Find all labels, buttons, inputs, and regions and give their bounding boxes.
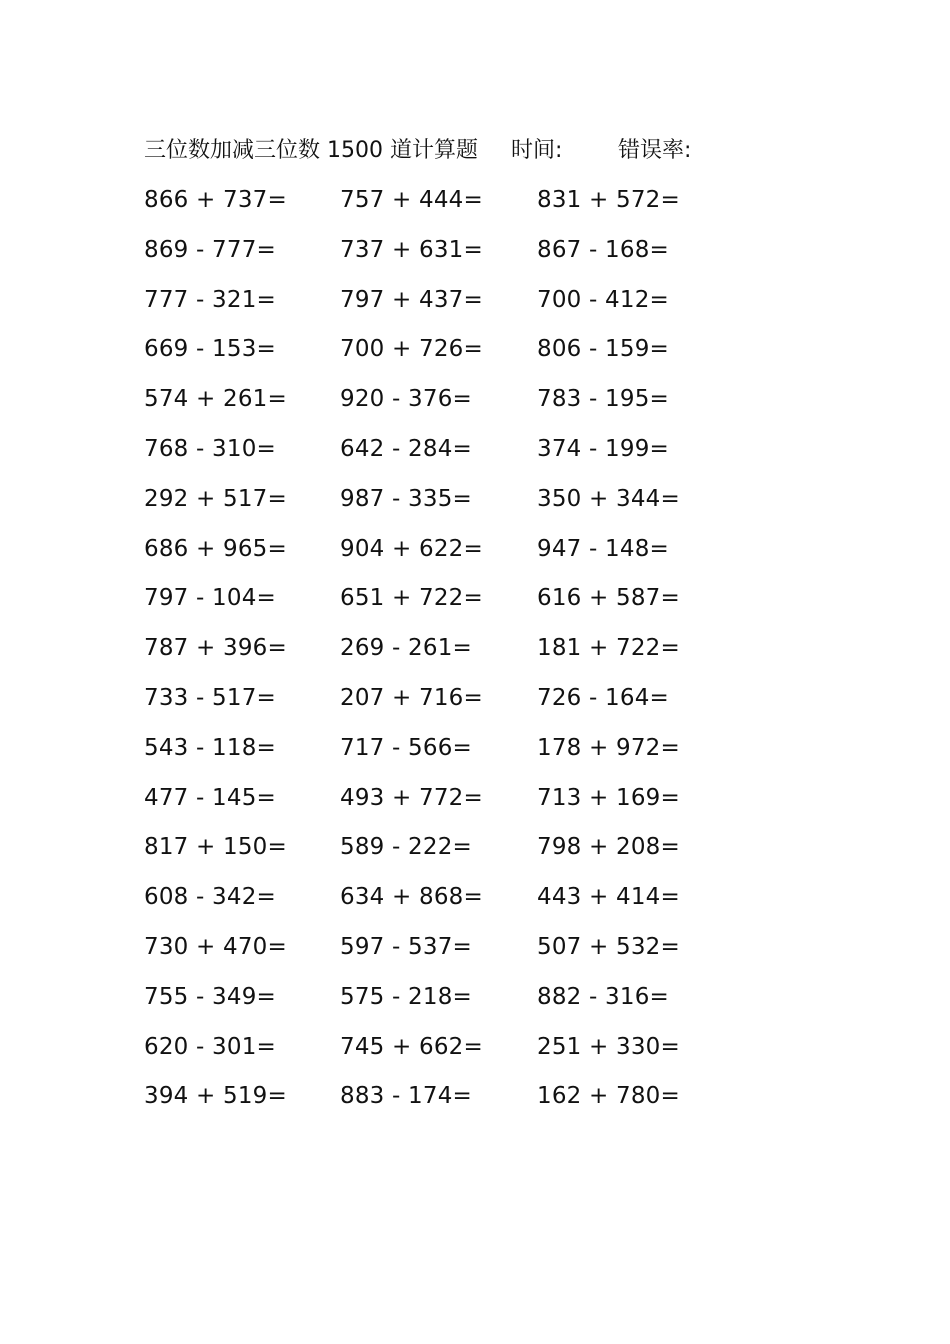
- problem-row: [144, 230, 744, 280]
- problem: 798 + 208=: [537, 834, 680, 861]
- problem: 904 + 622=: [340, 535, 483, 562]
- problem-row: [144, 977, 744, 1027]
- problem-row: [144, 628, 744, 678]
- problem: 207 + 716=: [340, 684, 483, 711]
- problem: 651 + 722=: [340, 585, 483, 612]
- problem: 477 - 145=: [144, 784, 276, 811]
- problem-row: [144, 429, 744, 479]
- problem: 642 - 284=: [340, 435, 472, 462]
- problem: 700 + 726=: [340, 336, 483, 363]
- problem: 787 + 396=: [144, 635, 287, 662]
- problem: 867 - 168=: [537, 236, 669, 263]
- problem: 608 - 342=: [144, 884, 276, 911]
- problem-row: [144, 877, 744, 927]
- problem: 589 - 222=: [340, 834, 472, 861]
- problem: 797 + 437=: [340, 286, 483, 313]
- problem-row: [144, 728, 744, 778]
- problem: 730 + 470=: [144, 933, 287, 960]
- problem-row: [144, 529, 744, 579]
- problem: 947 - 148=: [537, 535, 669, 562]
- problem: 713 + 169=: [537, 784, 680, 811]
- problem: 700 - 412=: [537, 286, 669, 313]
- problem-row: [144, 778, 744, 828]
- problem: 686 + 965=: [144, 535, 287, 562]
- problem: 574 + 261=: [144, 386, 287, 413]
- problem-row: [144, 180, 744, 230]
- problem-grid: [144, 180, 744, 1126]
- problem: 869 - 777=: [144, 236, 276, 263]
- problem-row: [144, 827, 744, 877]
- problem: 737 + 631=: [340, 236, 483, 263]
- problem: 768 - 310=: [144, 435, 276, 462]
- problem-row: [144, 479, 744, 529]
- problem: 181 + 722=: [537, 635, 680, 662]
- problem: 797 - 104=: [144, 585, 276, 612]
- problem: 866 + 737=: [144, 187, 287, 213]
- problem-row: [144, 1027, 744, 1077]
- problem: 350 + 344=: [537, 485, 680, 512]
- problem-row: [144, 329, 744, 379]
- worksheet-header: [144, 133, 784, 169]
- error-rate-label: 错误率:: [618, 138, 692, 163]
- problem: 817 + 150=: [144, 834, 287, 861]
- problem: 883 - 174=: [340, 1083, 472, 1110]
- problem: 292 + 517=: [144, 485, 287, 512]
- problem-row: [144, 927, 744, 977]
- problem: 831 + 572=: [537, 187, 680, 213]
- problem: 616 + 587=: [537, 585, 680, 612]
- problem: 443 + 414=: [537, 884, 680, 911]
- problem: 757 + 444=: [340, 187, 483, 213]
- problem-row: [144, 578, 744, 628]
- problem: 733 - 517=: [144, 684, 276, 711]
- problem: 178 + 972=: [537, 734, 680, 761]
- problem-row: [144, 280, 744, 330]
- problem: 745 + 662=: [340, 1033, 483, 1060]
- problem: 755 - 349=: [144, 983, 276, 1010]
- problem: 717 - 566=: [340, 734, 472, 761]
- problem: 882 - 316=: [537, 983, 669, 1010]
- problem: 575 - 218=: [340, 983, 472, 1010]
- problem: 162 + 780=: [537, 1083, 680, 1110]
- problem-row: [144, 1076, 744, 1126]
- problem: 783 - 195=: [537, 386, 669, 413]
- problem-row: [144, 678, 744, 728]
- problem-row: [144, 379, 744, 429]
- problem: 620 - 301=: [144, 1033, 276, 1060]
- problem: 806 - 159=: [537, 336, 669, 363]
- problem: 920 - 376=: [340, 386, 472, 413]
- problem: 251 + 330=: [537, 1033, 680, 1060]
- problem: 374 - 199=: [537, 435, 669, 462]
- worksheet-title: 三位数加减三位数 1500 道计算题: [144, 138, 478, 163]
- problem: 394 + 519=: [144, 1083, 287, 1110]
- problem: 507 + 532=: [537, 933, 680, 960]
- problem: 493 + 772=: [340, 784, 483, 811]
- problem: 634 + 868=: [340, 884, 483, 911]
- problem: 726 - 164=: [537, 684, 669, 711]
- problem: 597 - 537=: [340, 933, 472, 960]
- problem: 269 - 261=: [340, 635, 472, 662]
- problem: 669 - 153=: [144, 336, 276, 363]
- problem: 987 - 335=: [340, 485, 472, 512]
- time-label: 时间:: [511, 138, 563, 163]
- problem: 543 - 118=: [144, 734, 276, 761]
- problem: 777 - 321=: [144, 286, 276, 313]
